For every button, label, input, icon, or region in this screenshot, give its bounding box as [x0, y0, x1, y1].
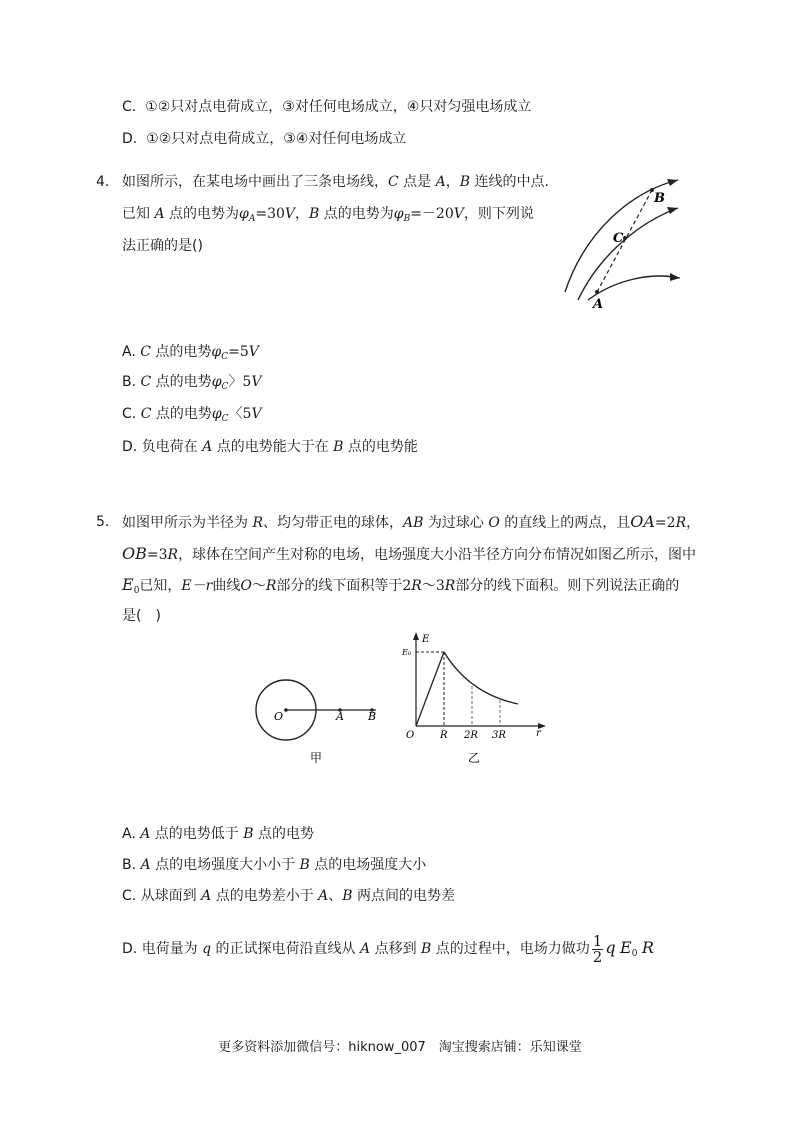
- label-r1: R: [440, 730, 448, 741]
- label-e: E: [422, 634, 430, 645]
- q4-option-a: A. C 点的电势$\varphi_C=5V$: [122, 344, 259, 362]
- q5-option-b: B. A 点的电场强度大小小于 B 点的电场强度大小: [122, 857, 427, 873]
- curve-outside: [444, 652, 518, 704]
- label-o: O: [274, 710, 284, 723]
- q4-stem-line2: 已知 A 点的电势为$\varphi_A=30V$，B 点的电势为$\varphi_B=-20V$，则下列说: [122, 206, 534, 224]
- q5-stem-line2: OB=3R，球体在空间产生对称的电场，电场强度大小沿半径方向分布情况如图乙所示，图中: [122, 544, 697, 563]
- q5-option-d: D. 电荷量为 q 的正试探电荷沿直线从 A 点移到 B 点的过程中，电场力做功 $\frac{1}{2}$ q $E_0$ R: [122, 931, 654, 966]
- q4-field-lines-figure: [560, 172, 690, 314]
- caption-jia: 甲: [310, 751, 323, 765]
- q3-option-d: D. ①②只对点电荷成立，③④对任何电场成立: [122, 131, 407, 147]
- caption-yi: 乙: [468, 751, 481, 765]
- q5-option-a: A. A 点的电势低于 B 点的电势: [122, 826, 315, 842]
- arrow-top: [667, 179, 678, 186]
- q5-option-c: C. 从球面到 A 点的电势差小于 A、B 两点间的电势差: [122, 888, 456, 904]
- label-a: A: [336, 710, 344, 723]
- field-line-middle: [578, 208, 678, 300]
- arrow-middle: [667, 207, 678, 214]
- q5-figure-yi: [400, 630, 550, 770]
- page-footer: 更多资料添加微信号：hiknow_007 淘宝搜索店铺：乐知课堂: [218, 1040, 582, 1055]
- q4-number: 4.: [96, 174, 110, 190]
- label-o: O: [406, 730, 415, 741]
- q4-option-d: D. 负电荷在 A 点的电势能大于在 B 点的电势能: [122, 439, 418, 455]
- q5-stem-line1: 如图甲所示为半径为 R、均匀带正电的球体，AB 为过球心 O 的直线上的两点，且OA=2R，: [122, 512, 701, 531]
- curve-inside: [416, 652, 444, 726]
- label-2r: 2R: [464, 730, 478, 741]
- label-3r: 3R: [492, 730, 506, 741]
- q4-option-b: B. C 点的电势$\varphi_C$〉5V: [122, 374, 262, 392]
- q5-stem-line4: 是( ): [122, 608, 161, 624]
- q3-option-c: C. ①②只对点电荷成立，③对任何电场成立，④只对匀强电场成立: [122, 99, 532, 115]
- label-b: B: [368, 710, 377, 723]
- label-r: r: [536, 728, 541, 739]
- q4-option-c: C. C 点的电势$\varphi_C$〈5V: [122, 406, 262, 424]
- label-e0: E₀: [402, 648, 412, 657]
- label-c: C: [613, 231, 624, 246]
- q4-stem-line1: 如图所示，在某电场中画出了三条电场线，C 点是 A，B 连线的中点.: [122, 174, 549, 190]
- q5-number: 5.: [96, 514, 110, 530]
- label-a: A: [593, 297, 604, 312]
- label-b: B: [654, 191, 665, 206]
- q4-stem-line3: 法正确的是(): [122, 238, 203, 254]
- fraction-half: $\frac{1}{2}$: [592, 931, 603, 966]
- q5-stem-line3: $E_0$已知，E－r曲线O～R部分的线下面积等于2R～3R部分的线下面积。则下列说法正确的: [122, 575, 680, 596]
- q5-figure-jia: [250, 670, 390, 770]
